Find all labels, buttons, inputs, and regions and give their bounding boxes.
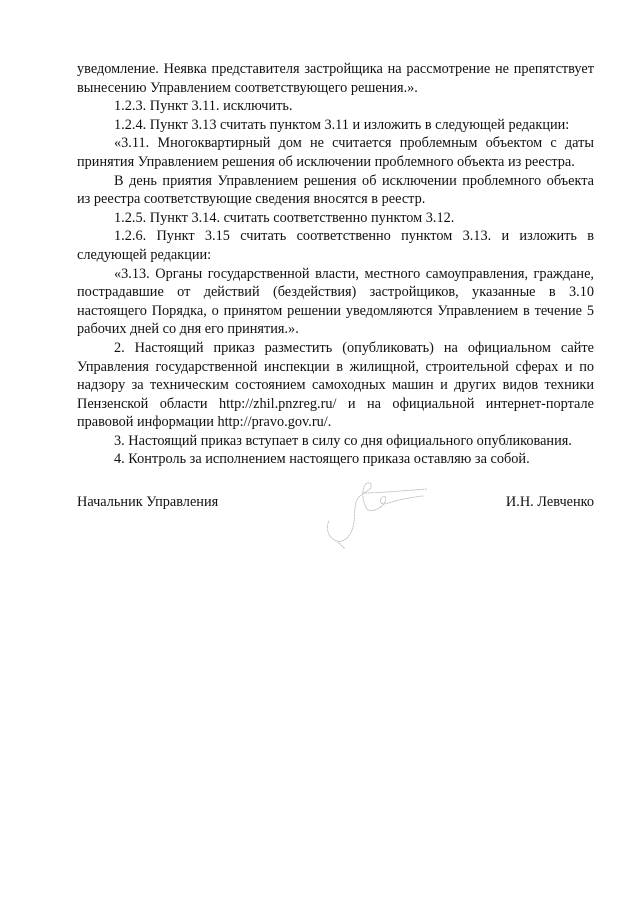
paragraph-notification-end: уведомление. Неявка представителя застройщика на рассмотрение не препятствует вынесению Управлением соответствующего решения.». [77,61,594,96]
paragraph-1-2-6: 1.2.6. Пункт 3.15 считать соответственно пунктом 3.13. и изложить в следующей редакции: [77,228,594,263]
paragraph-item-4-control: 4. Контроль за исполнением настоящего приказа оставляю за собой. [114,451,530,468]
signer-position-title: Начальник Управления [77,494,219,510]
document-body [77,60,594,469]
paragraph-1-2-5: 1.2.5. Пункт 3.14. считать соответственно пунктом 3.12. [114,209,455,226]
paragraph-1-2-3: 1.2.3. Пункт 3.11. исключить. [114,98,293,115]
handwritten-signature-icon [323,469,435,549]
signer-name: И.Н. Левченко [505,494,594,510]
paragraph-3-13-quote: «3.13. Органы государственной власти, местного самоуправления, граждане, пострадавшие от действий (бездействия) застройщиков, указанные в 3.10 настоящего Порядка, о принятом решении уведомляются Управлением в течение 5 рабочих дней со дня его принятия.». [77,265,594,338]
paragraph-3-11-continuation: В день приятия Управлением решения об исключении проблемного объекта из реестра соответствующие сведения вносятся в реестр. [77,172,594,208]
signature-block [77,493,594,553]
paragraph-1-2-4: 1.2.4. Пункт 3.13 считать пунктом 3.11 и изложить в следующей редакции: [114,116,570,133]
paragraph-item-2-publication: 2. Настоящий приказ разместить (опубликовать) на официальном сайте Управления государственной инспекции в жилищной, строительной сферах и по надзору за техническим состоянием самоходных машин и других видов техники Пензенской области http://zhil.pnzreg.ru/ и на официальной интернет-портале правовой информации http://pravo.gov.ru/. [77,339,594,431]
paragraph-3-11-quote: «3.11. Многоквартирный дом не считается проблемным объектом с даты принятия Управлением решения об исключении проблемного объекта из реестра. [77,135,594,170]
paragraph-item-3-effective: 3. Настоящий приказ вступает в силу со дня официального опубликования. [114,432,572,449]
